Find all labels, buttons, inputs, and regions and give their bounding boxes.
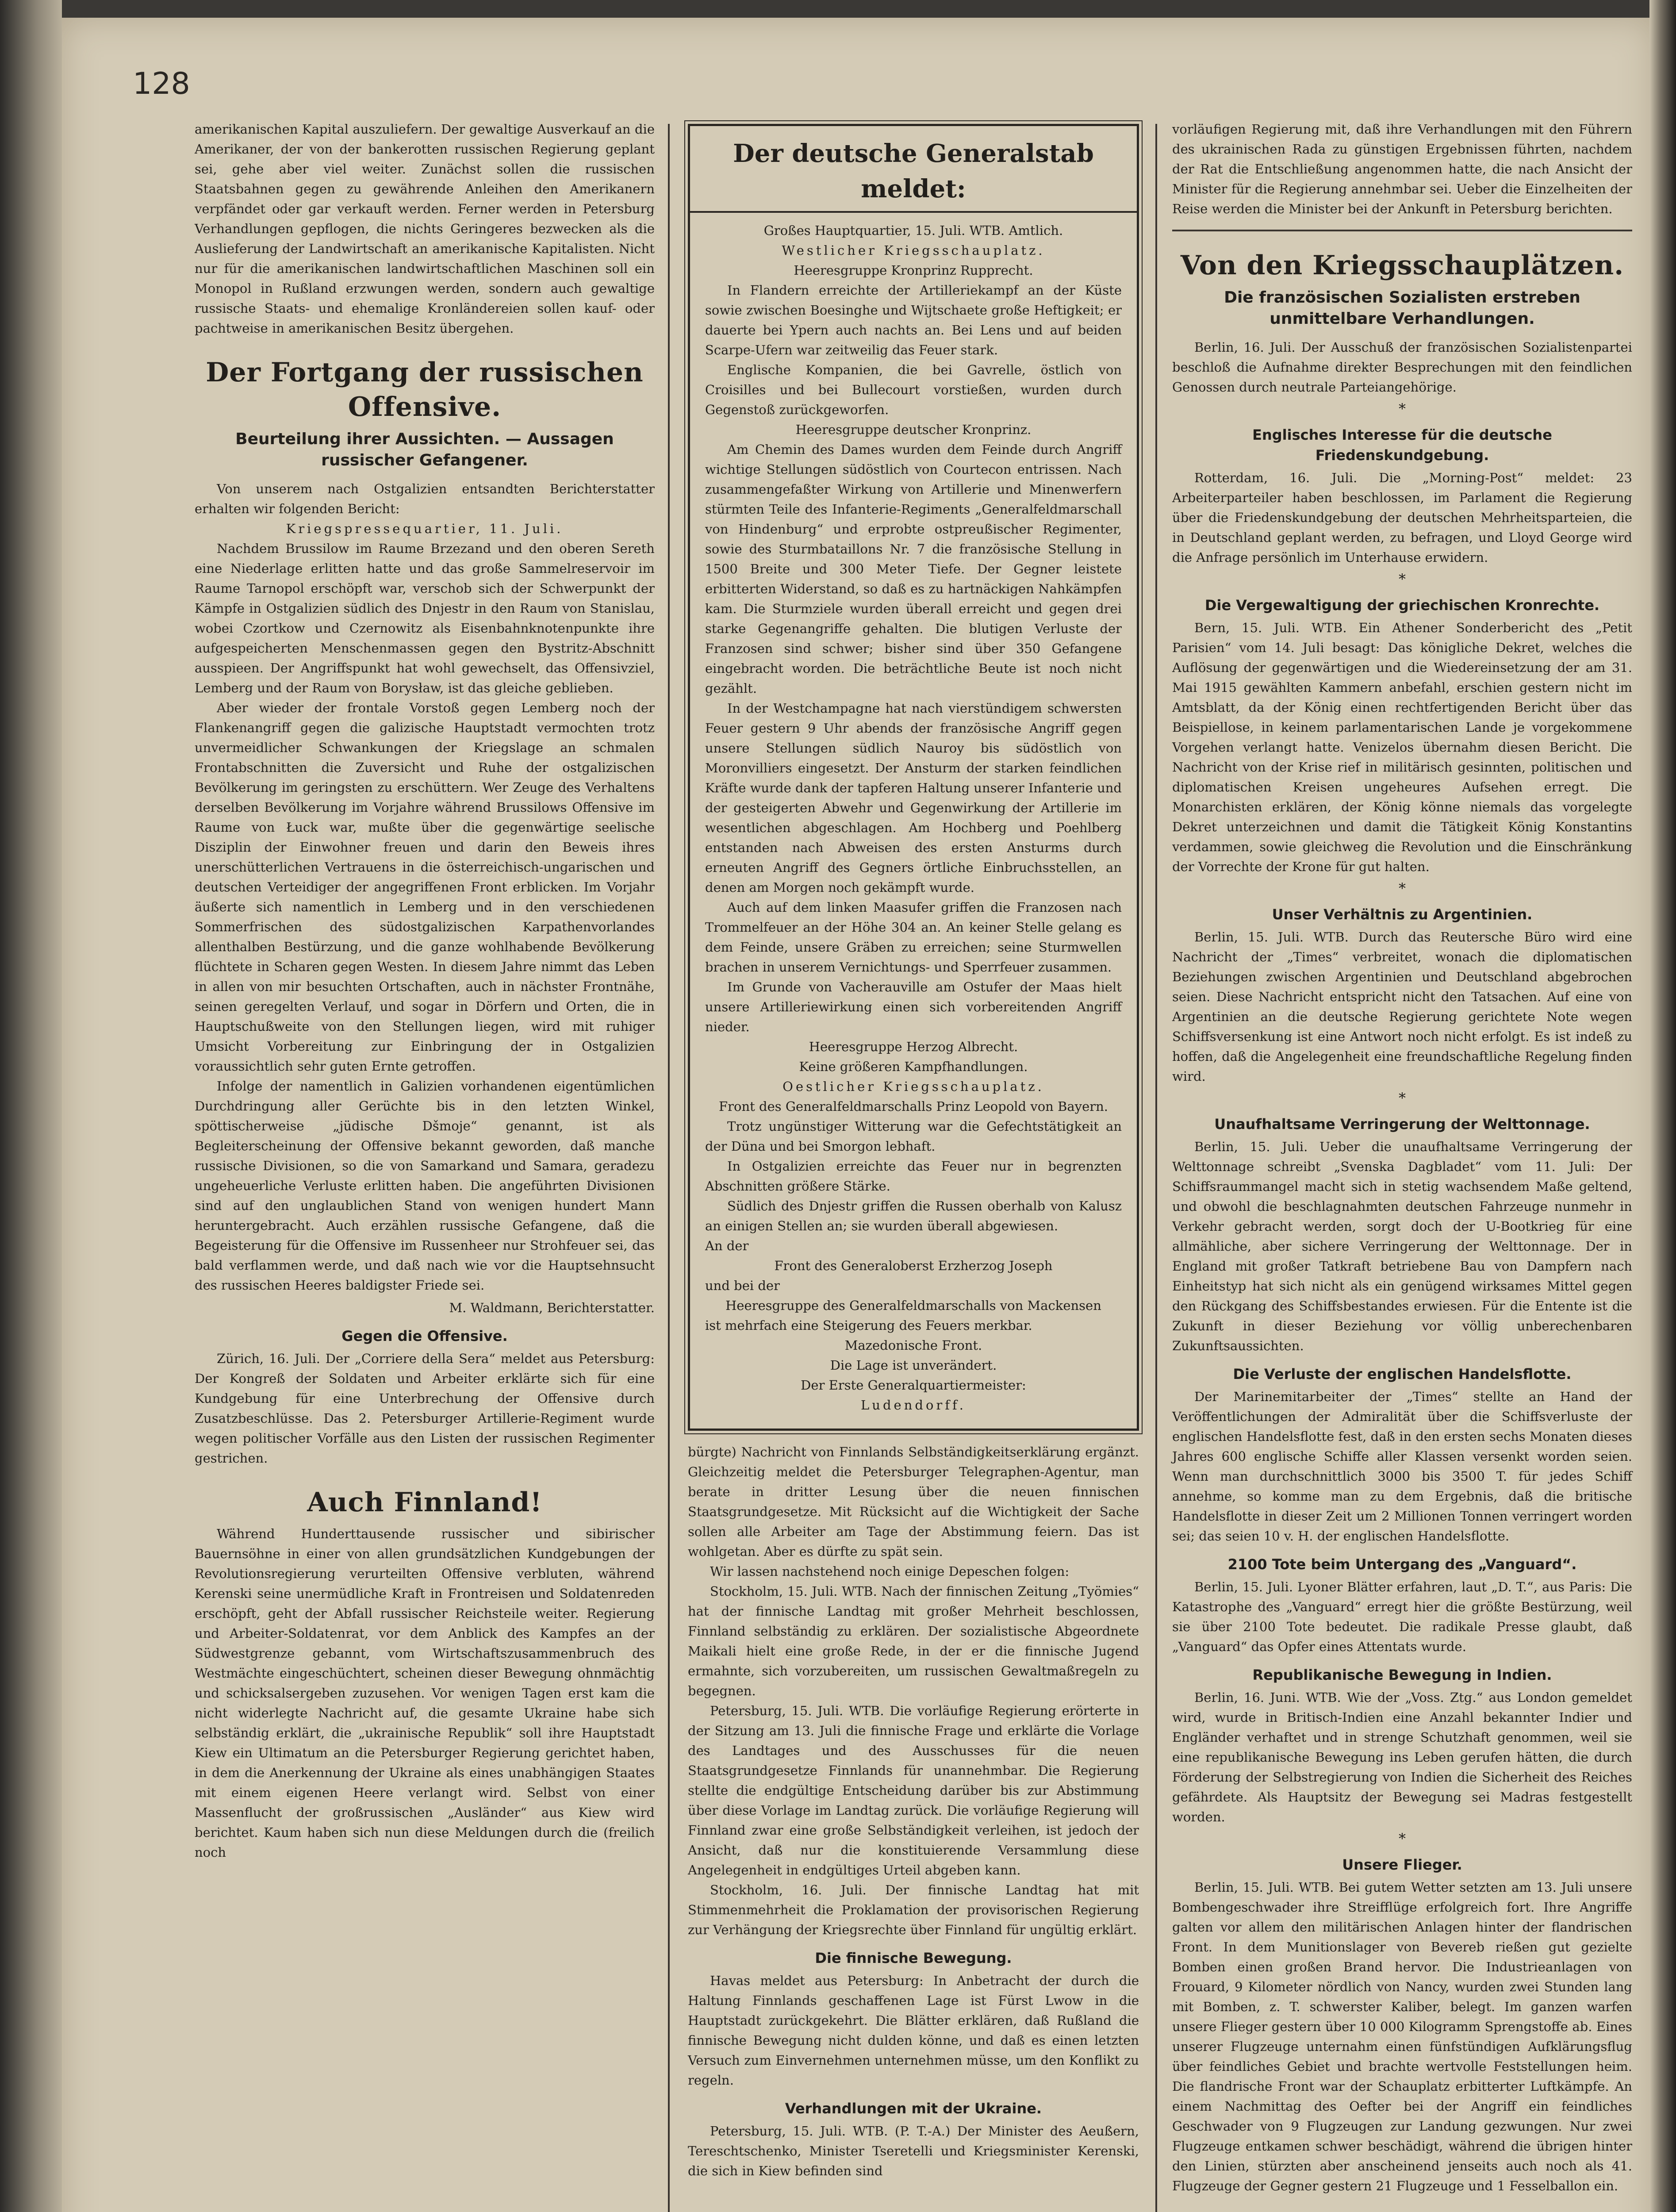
- paragraph: Berlin, 15. Juli. Lyoner Blätter erfahren, laut „D. T.“, aus Paris: Die Katastrophe des „Vanguard“ erregt hier die größte Bestürzung, weil sie über 2100 Tote bedeutet. Die radikale Presse glaubt, daß „Vanguard“ das Opfer eines Attentats wurde.: [1172, 1579, 1632, 1654]
- paragraph: Auch auf dem linken Maasufer griffen die Franzosen nach Trommelfeuer an der Höhe 304 an. An keiner Stelle gelang es dem Feinde, unsere Gräben zu erreichen; seine Sturmwellen brachen in unserem Vernichtungs- und Sperrfeuer zusammen.: [705, 900, 1122, 975]
- paragraph: Havas meldet aus Petersburg: In Anbetracht der durch die Haltung Finnlands geschaffenen Lage ist Fürst Lwow in die Hauptstadt zurückgekehrt. Die Blätter erklären, daß Rußland die finnische Bewegung nicht dulden könne, und daß es einen letzten Versuch zum Einvernehmen unternehmen müsse, um den Konflikt zu regeln.: [688, 1973, 1139, 2088]
- paragraph: Stockholm, 15. Juli. WTB. Nach der finnischen Zeitung „Työmies“ hat der finnische Landtag mit großer Mehrheit beschlossen, Finnland selbständig zu erklären. Der sozialistische Abgeordnete Maikali hielt eine große Rede, in der er die finnische Jugend ermahnte, sich vorzubereiten, um russischen Gewaltmaßregeln zu begegnen.: [688, 1584, 1139, 1698]
- separator-asterisk: *: [1399, 1830, 1406, 1847]
- subheadline: Die französischen Sozialisten erstreben unmittelbare Verhandlungen.: [1224, 288, 1580, 328]
- paragraph: Der Marinemitarbeiter der „Times“ stellte an Hand der Veröffentlichungen der Admiralität über die Schiffsverluste der englischen Handelsflotte fest, daß in den ersten sechs Monaten dieses Jahres 600 englische Schiffe aller Klassen versenkt worden seien. Wenn man durchschnittlich 3000 bis 3500 T. für jedes Schiff annehme, so komme man zu dem Ergebnis, daß die britische Handelsflotte in dieser Zeit um 2 Millionen Tonnen verringert worden sei; das seien 10 v. H. der englischen Handelsflotte.: [1172, 1389, 1632, 1544]
- separator-asterisk: *: [1399, 400, 1406, 417]
- signature-name: Ludendorff.: [861, 1398, 966, 1413]
- divider: [1172, 230, 1632, 231]
- front-label: Front des Generaloberst Erzherzog Joseph: [774, 1258, 1053, 1273]
- subheading: 2100 Tote beim Untergang des „Vanguard“.: [1227, 1556, 1577, 1573]
- headline-war-theaters: Von den Kriegsschauplätzen.: [1180, 250, 1624, 281]
- headline-finland: Auch Finnland!: [307, 1487, 542, 1518]
- paragraph: Berlin, 15. Juli. WTB. Bei gutem Wetter setzten am 13. Juli unsere Bombengeschwader ihre Streifflüge erfolgreich fort. Ihre Angriffe galten vor allem den militärischen Anlagen hinter der flandrischen Front. In dem Munitionslager von Bevereb rießen gut gezielte Bomben einen großen Brand hervor. Die Industrieanlagen von Frouard, 9 Kilometer nördlich von Nancy, wurden zwei Stunden lang mit Bomben, z. T. schwerster Kaliber, belegt. Im ganzen warfen unsere Flieger gestern über 10 000 Kilogramm Sprengstoffe ab. Eines unserer Flugzeuge unternahm einen fünfstündigen Aufklärungsflug über feindliches Gebiet und brachte wertvolle Feststellungen heim. Die flandrische Front war der Schauplatz erbitterter Luftkämpfe. An einem Nachmittag des Oefter bei der Angriff ein feindliches Geschwader von 9 Flugzeugen zur Landung gezwungen. Nur zwei Flugzeuge entkamen schwer beschädigt, während die übrigen hinter den Linien, stürzten aber anscheinend jenseits auch noch als 41. Flugzeuge der Gegner gestern 21 Flugzeuge und 1 Fesselballon ein.: [1172, 1880, 1632, 2193]
- paragraph: bürgte) Nachricht von Finnlands Selbständigkeitserklärung ergänzt. Gleichzeitig meldet die Petersburger Telegraphen-Agentur, man berate in dritter Lesung über die neuen finnischen Staatsgrundgesetze. Mit Rücksicht auf die Wichtigkeit der Sache sollen alle Arbeiter am Tage der Abstimmung feiern. Das ist wohlgetan. Aber es dürfte zu spät sein.: [688, 1444, 1139, 1559]
- paragraph: Die Lage ist unverändert.: [830, 1358, 997, 1373]
- signature: M. Waldmann, Berichterstatter.: [449, 1300, 655, 1315]
- paragraph: Berlin, 15. Juli. Ueber die unaufhaltsame Verringerung der Welttonnage schreibt „Svenska Dagbladet“ vom 11. Juli: Der Schiffsraummangel macht sich in stetig wachsendem Maße geltend, und obwohl die beschlagnahmten deutschen Fahrzeuge nunmehr in Verkehr gebracht werden, sorgt doch der U-Bootkrieg für eine allmähliche, aber sichere Verringerung der Welttonnage. Der in England mit großer Tatkraft betriebene Bau von Dampfern nach Einheitstyp hat sich nicht als ein genügend wirksames Mittel gegen den Rückgang des Schiffsbestandes erwiesen. Für die Entente ist die Zukunft in dieser Beziehung vor völlig unberechenbaren Zukunftsaussichten.: [1172, 1139, 1632, 1353]
- subheadline: Beurteilung ihrer Aussichten. — Aussagen russischer Gefangener.: [235, 430, 614, 469]
- paragraph: Berlin, 16. Juni. WTB. Wie der „Voss. Ztg.“ aus London gemeldet wird, wurde in Britisch-Indien eine Anzahl bekannter Indier und Engländer verhaftet und in strenge Schutzhaft genommen, weil sie eine republikanische Bewegung ins Leben gerufen hätten, die durch Förderung der Selbstregierung von Indien die Sicherheit des Reiches gefährdete. Als Hauptsitz der Bewegung sei Madras festgestellt worden.: [1172, 1690, 1632, 1824]
- front-label: Front des Generalfeldmarschalls Prinz Leopold von Bayern.: [719, 1099, 1108, 1114]
- column-rule-right: [1155, 124, 1157, 2212]
- signature-title: Der Erste Generalquartiermeister:: [801, 1378, 1026, 1393]
- separator-asterisk: *: [1399, 1090, 1406, 1106]
- section-label: Westlicher Kriegsschauplatz.: [782, 243, 1045, 258]
- section-label: Oestlicher Kriegsschauplatz.: [782, 1079, 1044, 1094]
- paragraph: Keine größeren Kampfhandlungen.: [799, 1059, 1028, 1074]
- paragraph: In Ostgalizien erreichte das Feuer nur in begrenzten Abschnitten größere Stärke.: [705, 1159, 1122, 1194]
- subheading: Englisches Interesse für die deutsche Friedenskundgebung.: [1252, 426, 1552, 464]
- paragraph: und bei der: [705, 1278, 780, 1293]
- paragraph: Aber wieder der frontale Vorstoß gegen Lemberg noch der Flankenangriff gegen die galizische Hauptstadt vermochten trotz unvermeidlicher Schwankungen der Kriegslage an schmalen Frontabschnitten die Zuversicht und Ruhe der ostgalizischen Bevölkerung im geringsten zu erschüttern. Wer Zeuge des Verhaltens derselben Bevölkerung im Vorjahre während Brussilows Offensive im Raume von Łuck war, mußte über die gegenwärtige seelische Disziplin der Einwohner freuen und darin den Beweis ihres unerschütterlichen Vertrauens in die österreichisch-ungarischen und deutschen Verteidiger der angegriffenen Front erblicken. Im Vorjahr äußerte sich namentlich in Lemberg und in den verschiedenen Sommerfrischen des südostgalizischen Karpathenvorlandes allenthalben Bestürzung, und die ganze wohlhabende Bevölkerung flüchtete in Scharen gegen Westen. In diesem Jahre nimmt das Leben in allen von mir besuchten Ortschaften, auch in nächster Frontnähe, seinen geregelten Verlauf, und sogar in Dörfern und Orten, die in Hauptschußweite von den Stellungen liegen, wird mit ruhiger Umsicht Vorbereitung zur Einbringung der in Ostgalizien voraussichtlich sehr guten Ernte getroffen.: [195, 700, 655, 1074]
- dateline: Kriegspressequartier, 11. Juli.: [286, 521, 564, 536]
- paragraph: Berlin, 16. Juli. Der Ausschuß der französischen Sozialistenpartei beschloß die Aufnahme direkter Besprechungen mit den feindlichen Genossen durch neutrale Parteiangehörige.: [1172, 340, 1632, 395]
- column-2: [688, 119, 1139, 2181]
- paragraph: Stockholm, 16. Juli. Der finnische Landtag hat mit Stimmenmehrheit die Proklamation der provisorischen Regierung zur Verhängung der Kriegsrechte über Finnland für ungültig erklärt.: [688, 1882, 1139, 1937]
- column-rule-left: [668, 124, 670, 2212]
- column-3: [1172, 119, 1632, 2196]
- paragraph: Während Hunderttausende russischer und sibirischer Bauernsöhne in einer von allen grundsätzlichen Kundgebungen der Revolutionsregierung verurteilten Offensive verbluten, während Kerenski seine unermüdliche Kraft in Frontreisen und Soldatenreden erschöpft, geht der Abfall russischer Reichsteile weiter. Regierung und Arbeiter-Soldatenrat, vor dem Anblick des Kampfes an der Südwestgrenze gebannt, vom Wirtschaftszusammenbruch des Westmächte eingeschüchtert, scheinen dieser Bewegung ohnmächtig und schicksalsergeben zuzusehen. Vor wenigen Tagen erst kam die nicht widerlegte Nachricht auf, die gesamte Ukraine habe sich selbständig erklärt, die „ukrainische Republik“ soll ihre Hauptstadt Kiew ein Ultimatum an die Petersburger Regierung gerichtet haben, in dem die Anerkennung der Ukraine als eines unabhängigen Staates mit einem eigenen Heere verlangt wird. Selbst von einer Massenflucht der großrussischen „Ausländer“ aus Kiew wird berichtet. Kaum haben sich nun diese Meldungen durch die (freilich noch: [195, 1526, 655, 1860]
- paragraph: In der Westchampagne hat nach vierstündigem schwersten Feuer gestern 9 Uhr abends der französische Angriff gegen unsere Stellungen südlich Nauroy bis südöstlich von Moronvilliers eingesetzt. Der Ansturm der starken feindlichen Kräfte wurde dank der tapferen Haltung unserer Infanterie und der gesteigerten Abwehr und Gegenwirkung der Artillerie im wesentlichen abgeschlagen. Am Hochberg und Poehlberg entstanden nach Abweisen des ersten Ansturms durch erneuten Angriff des Gegners örtliche Einbruchsstellen, an denen am Morgen noch gekämpft wurde.: [705, 701, 1122, 895]
- paragraph: Trotz ungünstiger Witterung war die Gefechtstätigkeit an der Düna und bei Smorgon lebhaft.: [705, 1119, 1122, 1154]
- column-1: [195, 119, 655, 1863]
- paragraph: Petersburg, 15. Juli. WTB. Die vorläufige Regierung erörterte in der Sitzung am 13. Juli die finnische Frage und erklärte die Vorlage des Landtages und des Ausschusses für die neuen Staatsgrundgesetze Finnlands für unannehmbar. Die Regierung stellte die endgültige Entscheidung darüber bis zur Abstimmung über diese Vorlage im Landtag zurück. Die vorläufige Regierung will Finnland zwar eine große Selbständigkeit verleihen, ist jedoch der Ansicht, daß nur die konstituierende Versammlung diese Angelegenheit in endgültiges Urteil abgeben kann.: [688, 1703, 1139, 1878]
- subheading: Unaufhaltsame Verringerung der Welttonnage.: [1214, 1116, 1590, 1133]
- paragraph: Südlich des Dnjestr griffen die Russen oberhalb von Kalusz an einigen Stellen an; sie wurden überall abgewiesen.: [705, 1198, 1122, 1233]
- general-staff-report-box: [688, 124, 1139, 1431]
- paragraph: Von unserem nach Ostgalizien entsandten Berichterstatter erhalten wir folgenden Bericht:: [195, 481, 655, 516]
- front-label: Mazedonische Front.: [844, 1338, 982, 1353]
- paragraph: Am Chemin des Dames wurden dem Feinde durch Angriff wichtige Stellungen südöstlich von Courtecon entrissen. Nach zusammengefaßter Wirkung von Artillerie und Minenwerfern stürmten Teile des Infanterie-Regiments „Generalfeldmarschall von Hindenburg“ und erprobte ostpreußischer Regimenter, sowie des Sturmbataillons Nr. 7 die französische Stellung in 1500 Breite und 300 Meter Tiefe. Der Gegner leistete erbitterten Widerstand, so daß es zu hartnäckigen Nahkämpfen kam. Die Sturmziele wurden überall erreicht und gegen drei starke Gegenangriffe gehalten. Die blutigen Verluste der Franzosen sind schwer; bisher sind über 350 Gefangene eingebracht worden. Die beträchtliche Beute ist noch nicht gezählt.: [705, 442, 1122, 696]
- front-label: Heeresgruppe des Generalfeldmarschalls von Mackensen: [725, 1298, 1101, 1313]
- dateline: Großes Hauptquartier, 15. Juli. WTB. Amtlich.: [763, 223, 1063, 238]
- paragraph: Zürich, 16. Juli. Der „Corriere della Sera“ meldet aus Petersburg: Der Kongreß der Soldaten und Arbeiter erklärte sich für eine Kundgebung für eine Unterbrechung der Offensive durch Zusatzbeschlüsse. Das 2. Petersburger Artillerie-Regiment wurde wegen politischer Vorfälle aus den Listen der russischen Regimenter gestrichen.: [195, 1351, 655, 1466]
- page-right-edge: [1649, 0, 1676, 2212]
- subheading: Die Verluste der englischen Handelsflotte.: [1233, 1366, 1572, 1382]
- paragraph: ist mehrfach eine Steigerung des Feuers merkbar.: [705, 1318, 1032, 1333]
- paragraph: Nachdem Brussilow im Raume Brzezand und den oberen Sereth eine Niederlage erlitten hatte und das große Sammelreservoir im Raume Tarnopol erschöpft war, verschob sich der Schwerpunkt der Kämpfe in Ostgalizien südlich des Dnjestr in den Raum von Stanislau, wobei Czortkow und Czernowitz als Eisenbahnknotenpunkte ihre aufgespeicherten Menschenmassen gegen den Bystritz-Abschnitt ausspieen. Der Angriffspunkt hat wohl gewechselt, das Offensivziel, Lemberg und der Raum von Borysław, ist das gleiche geblieben.: [195, 541, 655, 695]
- book-spine-edge: [0, 0, 62, 2212]
- paragraph: Infolge der namentlich in Galizien vorhandenen eigentümlichen Durchdringung aller Gerüchte bis in den letzten Winkel, spöttischerweise „jüdische Dšmoje“ genannt, ist als Begleiterscheinung der Offensive bekannt geworden, daß manche russische Divisionen, so die von Samarkand und Samara, geradezu ungeheuerliche Verluste erlitten haben. Die angeführten Divisionen sind auf den unglaublichen Stand von wenigen hundert Mann heruntergebracht. Auch erzählen russische Gefangene, daß die Begeisterung für die Offensive im Russenheer nur Strohfeuer sei, das bald verflammen werde, und daß nach wie vor die Hauptsehnsucht des russischen Heeres baldigster Friede sei.: [195, 1079, 655, 1293]
- page-number: 128: [133, 66, 190, 101]
- army-group-label: Heeresgruppe Herzog Albrecht.: [809, 1039, 1018, 1054]
- paragraph: Bern, 15. Juli. WTB. Ein Athener Sonderbericht des „Petit Parisien“ vom 14. Juli besagt: Das königliche Dekret, welches die Auflösung der gegenwärtigen und die Wiedereinsetzung der am 31. Mai 1915 gewählten Kammern anbefahl, erschien gestern nicht im Amtsblatt, da der König einen rechtfertigenden Bericht über das Beispiellose, in keinem parlamentarischen Lande je vorgekommene Vorgehen verlangt hatte. Venizelos übernahm diesen Bericht. Die Nachricht von der Krise rief in militärisch gesinnten, politischen und diplomatischen Kreisen ungeheures Aufsehen erregt. Die Monarchisten erklären, der König könne niemals das vorgelegte Dekret unterzeichnen und damit die Tätigkeit König Konstantins verdammen, sowie gleichweg die Revolution und die Einschränkung der Vorrechte der Krone für gut halten.: [1172, 620, 1632, 874]
- paragraph: Englische Kompanien, die bei Gavrelle, östlich von Croisilles und bei Bullecourt vorstießen, wurden durch Gegenstoß zurückgeworfen.: [705, 362, 1122, 417]
- article-continuation: vorläufigen Regierung mit, daß ihre Verhandlungen mit den Führern des ukrainischen Rada zu günstigen Ergebnissen führten, nachdem der Rat die Entschließung angenommen hatte, die nach Ansicht der Minister für die Regierung annehmbar sei. Ueber die Einzelheiten der Reise werden die Minister bei der Ankunft in Petersburg berichten.: [1172, 122, 1632, 216]
- army-group-label: Heeresgruppe Kronprinz Rupprecht.: [794, 263, 1033, 278]
- paragraph: Wir lassen nachstehend noch einige Depeschen folgen:: [710, 1564, 1070, 1579]
- paragraph: Berlin, 15. Juli. WTB. Durch das Reutersche Büro wird eine Nachricht der „Times“ verbreitet, wonach die diplomatischen Beziehungen zwischen Argentinien und Deutschland abgebrochen seien. Diese Nachricht entspricht nicht den Tatsachen. Auf eine von Argentinien an die deutsche Regierung gerichtete Note wegen Schiffsversenkung ist eine Antwort noch nicht erfolgt. Es ist indeß zu hoffen, daß die Angelegenheit eine freundschaftliche Regelung finden wird.: [1172, 929, 1632, 1084]
- paragraph: Im Grunde von Vacherauville am Ostufer der Maas hielt unsere Artilleriewirkung einen sich vorbereitenden Angriff nieder.: [705, 979, 1122, 1034]
- subheading: Verhandlungen mit der Ukraine.: [785, 2100, 1042, 2117]
- headline-russian-offensive: Der Fortgang der russischen Offensive.: [206, 357, 644, 422]
- subheading: Die Vergewaltigung der griechischen Kronrechte.: [1204, 597, 1600, 614]
- subheading: Unser Verhältnis zu Argentinien.: [1272, 906, 1533, 923]
- paragraph: Petersburg, 15. Juli. WTB. (P. T.-A.) Der Minister des Aeußern, Tereschtschenko, Minister Tseretelli und Kriegsminister Kerenski, die sich in Kiew befinden sind: [688, 2124, 1139, 2178]
- army-group-label: Heeresgruppe deutscher Kronprinz.: [795, 422, 1032, 437]
- subheading: Unsere Flieger.: [1342, 1856, 1462, 1873]
- subheading: Die finnische Bewegung.: [815, 1950, 1012, 1966]
- subheading: Republikanische Bewegung in Indien.: [1252, 1667, 1552, 1683]
- separator-asterisk: *: [1399, 880, 1406, 897]
- separator-asterisk: *: [1399, 571, 1406, 588]
- paragraph: An der: [705, 1238, 749, 1253]
- paragraph: In Flandern erreichte der Artilleriekampf an der Küste sowie zwischen Boesinghe und Wijtschaete große Heftigkeit; er dauerte bei Ypern auch nachts an. Bei Lens und auf beiden Scarpe-Ufern war zeitweilig das Feuer stark.: [705, 283, 1122, 357]
- article-continuation: amerikanischen Kapital auszuliefern. Der gewaltige Ausverkauf an die Amerikaner, der von der bankerotten russischen Regierung geplant sei, gehe aber viel weiter. Zunächst sollen die russischen Staatsbahnen gegen zu gewährende Anleihen den Amerikanern verpfändet oder gar verkauft werden. Ferner werden in Petersburg Verhandlungen gepflogen, die nichts Geringeres bezwecken als die Auslieferung der Landwirtschaft an amerikanische Kapitalisten. Nicht nur für die amerikanischen landwirtschaftlichen Maschinen soll ein Monopol in Rußland erzwungen werden, sondern auch gewaltige russische Staats- und ehemalige Kronländereien sollen kauf- oder pachtweise in amerikanischen Besitz übergehen.: [195, 122, 655, 336]
- headline-against-offensive: Gegen die Offensive.: [341, 1328, 508, 1344]
- paragraph: Rotterdam, 16. Juli. Die „Morning-Post“ meldet: 23 Arbeiterparteiler haben beschlossen, im Parlament die Regierung über die Friedenskundgebung der deutschen Mehrheitsparteien, die in Deutschland geplant werden, zu befragen, und Lloyd George wird die Anfrage persönlich im Unterhause erwidern.: [1172, 470, 1632, 565]
- box-title: Der deutsche Generalstab meldet:: [690, 136, 1137, 213]
